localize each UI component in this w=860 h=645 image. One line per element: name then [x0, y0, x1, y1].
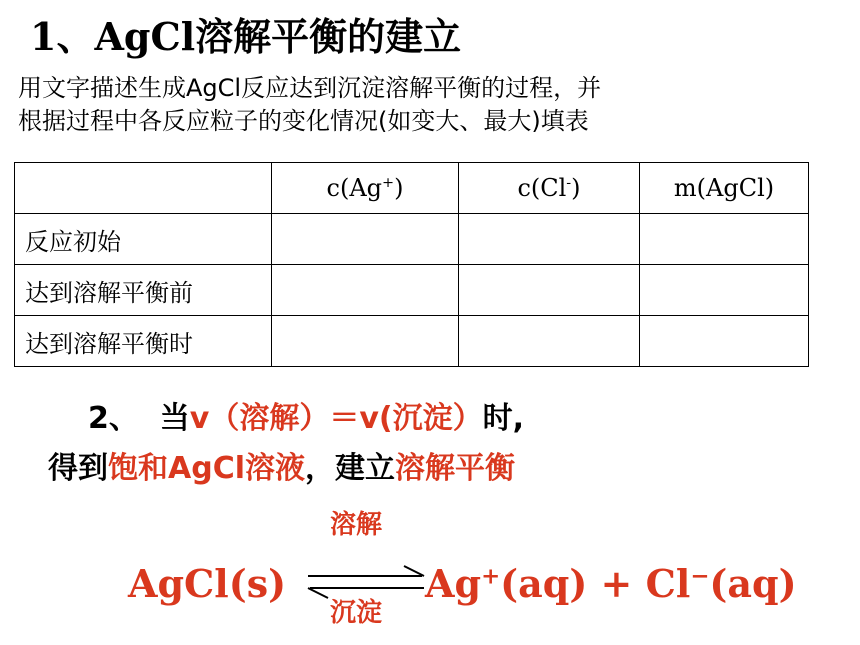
saturated-solution: 饱和AgCl溶液 — [108, 451, 305, 486]
section-2-line-1 — [88, 398, 524, 440]
section-1-title: 1、AgCl溶解平衡的建立 — [30, 14, 462, 59]
dang-text: 当 — [159, 401, 190, 436]
table-header-row — [15, 163, 809, 214]
ag-charge: + — [481, 563, 501, 590]
table-cell[interactable] — [459, 265, 640, 316]
dissolution-equilibrium: 溶解平衡 — [395, 451, 515, 486]
row-label: 达到溶解平衡时 — [15, 316, 272, 367]
header-c-ag: c(Ag+) — [272, 163, 459, 214]
table-cell[interactable] — [459, 214, 640, 265]
table-row — [15, 316, 809, 367]
header-c-cl: c(Cl-) — [459, 163, 640, 214]
cl-charge: − — [690, 563, 710, 590]
instructions — [18, 72, 848, 138]
row-label: 达到溶解平衡前 — [15, 265, 272, 316]
section-2-number: 2、 — [88, 401, 139, 436]
table-row — [15, 265, 809, 316]
arrow-label-dissolve: 溶解 — [330, 510, 383, 540]
table-cell[interactable] — [640, 316, 809, 367]
instructions-line-1: 用文字描述生成AgCl反应达到沉淀溶解平衡的过程，并 — [18, 74, 602, 102]
table-cell[interactable] — [272, 214, 459, 265]
fill-in-table — [14, 162, 809, 367]
table-cell[interactable] — [459, 316, 640, 367]
section-2-line-2 — [48, 448, 515, 490]
instructions-line-2: 根据过程中各反应粒子的变化情况(如变大、最大)填表 — [18, 107, 589, 135]
equation-right: Ag+(aq) + Cl−(aq) — [425, 561, 797, 606]
table-cell[interactable] — [640, 265, 809, 316]
table-row — [15, 214, 809, 265]
header-empty-cell — [15, 163, 272, 214]
build-text: ，建立 — [305, 451, 395, 486]
table-cell[interactable] — [272, 265, 459, 316]
arrow-label-precipitate: 沉淀 — [330, 598, 383, 628]
rate-equality: v（溶解）＝v(沉淀） — [189, 401, 483, 436]
equation-left: AgCl(s) — [128, 561, 287, 606]
header-m-agcl: m(AgCl) — [640, 163, 809, 214]
dedao-text: 得到 — [48, 451, 108, 486]
shi-text: 时, — [482, 401, 524, 436]
row-label: 反应初始 — [15, 214, 272, 265]
table-cell[interactable] — [272, 316, 459, 367]
table-cell[interactable] — [640, 214, 809, 265]
